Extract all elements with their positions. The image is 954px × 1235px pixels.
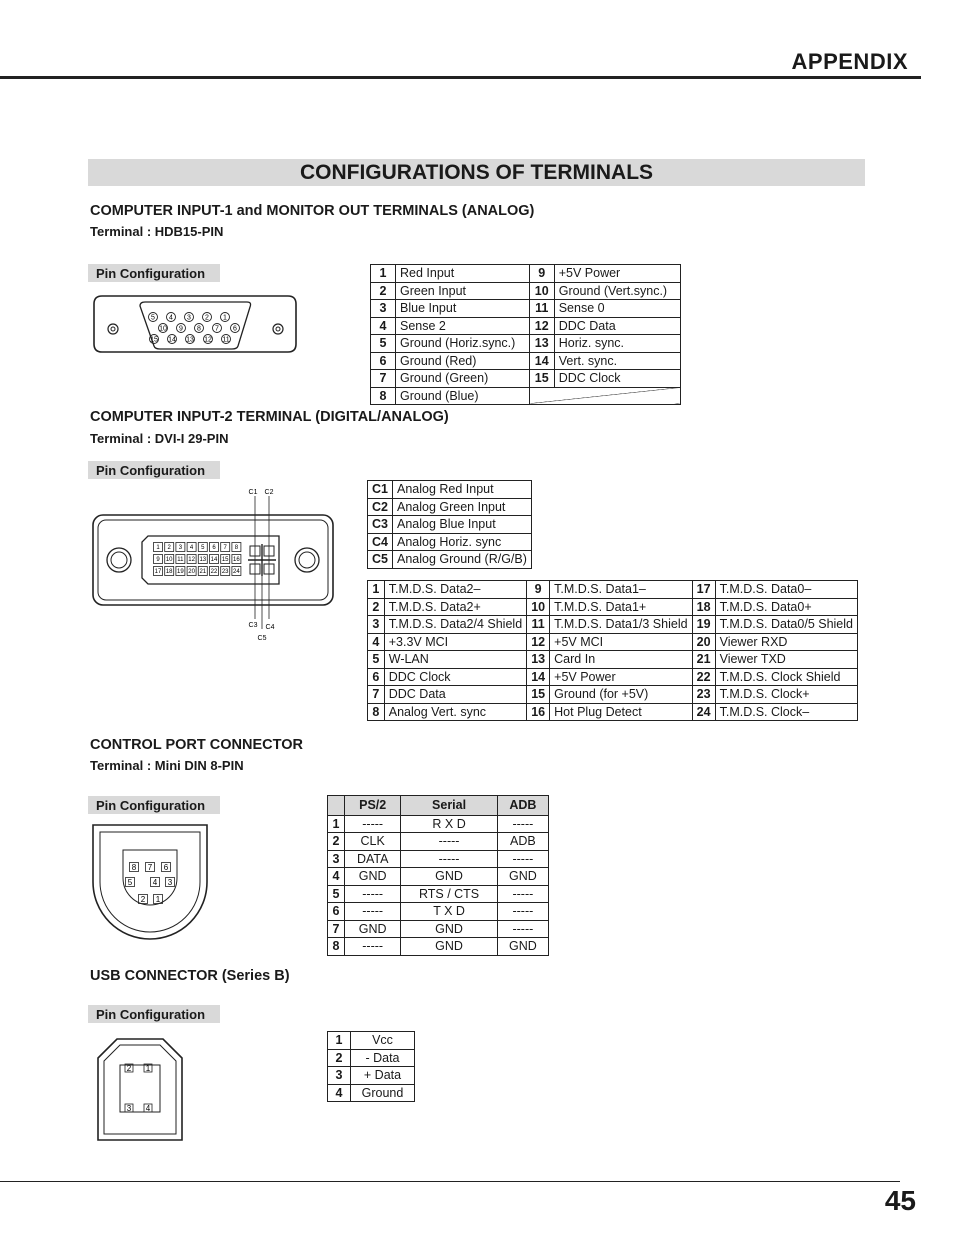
connector-pin-label: 15 bbox=[221, 557, 229, 564]
pin-number: 15 bbox=[527, 686, 550, 704]
pin-number: 2 bbox=[368, 598, 385, 616]
pin-signal: ----- bbox=[345, 815, 401, 833]
pin-signal: - Data bbox=[351, 1049, 415, 1067]
pin-number: 10 bbox=[529, 282, 554, 300]
pin-signal: T X D bbox=[401, 903, 497, 921]
pin-number: 16 bbox=[527, 703, 550, 721]
pin-signal: Ground (Horiz.sync.) bbox=[396, 335, 530, 353]
connector-pin-label: 2 bbox=[140, 894, 146, 904]
terminal-type-dvi: Terminal : DVI-I 29-PIN bbox=[90, 431, 229, 446]
connector-pin-label: 11 bbox=[222, 336, 230, 344]
pin-number: 6 bbox=[368, 668, 385, 686]
pin-number: 11 bbox=[529, 300, 554, 318]
pin-number: 22 bbox=[692, 668, 715, 686]
table-row bbox=[371, 370, 681, 388]
pin-number: 3 bbox=[368, 616, 385, 634]
pin-signal: GND bbox=[401, 938, 497, 956]
connector-pin-label: 24 bbox=[233, 569, 240, 576]
table-row bbox=[371, 352, 681, 370]
pin-number: 13 bbox=[527, 651, 550, 669]
pin-signal: DDC Data bbox=[384, 686, 526, 704]
page-title-banner: CONFIGURATIONS OF TERMINALS bbox=[88, 159, 865, 186]
section-title-control-port: CONTROL PORT CONNECTOR bbox=[90, 737, 303, 753]
table-row bbox=[328, 1032, 415, 1050]
dvi-label-c3: C3 bbox=[248, 622, 258, 629]
connector-pin-label: 5 bbox=[127, 877, 133, 887]
pin-signal: Ground (Red) bbox=[396, 352, 530, 370]
connector-pin-label: 2 bbox=[126, 1063, 132, 1073]
pin-signal: ----- bbox=[401, 833, 497, 851]
pin-signal: Ground (for +5V) bbox=[550, 686, 692, 704]
pin-number: 3 bbox=[328, 850, 345, 868]
pin-number: C1 bbox=[368, 481, 393, 499]
table-row bbox=[328, 1049, 415, 1067]
pin-number: 8 bbox=[368, 703, 385, 721]
connector-pin-label: 13 bbox=[186, 336, 194, 344]
connector-pin-label: 10 bbox=[159, 325, 167, 333]
pin-number: 14 bbox=[529, 352, 554, 370]
pin-signal: T.M.D.S. Data0– bbox=[715, 581, 857, 599]
pin-signal: Viewer RXD bbox=[715, 633, 857, 651]
table-row bbox=[368, 703, 858, 721]
pin-number: 3 bbox=[328, 1067, 351, 1085]
connector-pin-label: 3 bbox=[187, 314, 191, 322]
connector-pin-label: 8 bbox=[197, 325, 201, 333]
pin-signal: T.M.D.S. Data1+ bbox=[550, 598, 692, 616]
pin-signal: ----- bbox=[345, 903, 401, 921]
connector-pin-label: 20 bbox=[188, 569, 195, 576]
pin-number: 4 bbox=[328, 868, 345, 886]
table-row bbox=[368, 598, 858, 616]
connector-pin-label: 9 bbox=[156, 557, 160, 564]
table-row bbox=[328, 1084, 415, 1102]
connector-pin-label: 10 bbox=[165, 557, 173, 564]
pin-signal: Card In bbox=[550, 651, 692, 669]
table-row bbox=[328, 850, 549, 868]
table-row bbox=[328, 868, 549, 886]
connector-pin-label: 6 bbox=[233, 325, 237, 333]
table-row bbox=[368, 516, 532, 534]
pin-signal: +5V Power bbox=[550, 668, 692, 686]
pin-number: 11 bbox=[527, 616, 550, 634]
connector-pin-label: 15 bbox=[150, 336, 158, 344]
pin-signal: T.M.D.S. Data2/4 Shield bbox=[384, 616, 526, 634]
connector-pin-label: 7 bbox=[147, 862, 153, 872]
pin-config-label: Pin Configuration bbox=[88, 796, 220, 814]
dvi-connector-diagram bbox=[90, 484, 340, 644]
table-row bbox=[328, 1067, 415, 1085]
pin-signal: Ground (Vert.sync.) bbox=[554, 282, 680, 300]
pin-signal: R X D bbox=[401, 815, 497, 833]
pin-signal: Vert. sync. bbox=[554, 352, 680, 370]
pin-number: 7 bbox=[371, 370, 396, 388]
connector-pin-label: 18 bbox=[165, 569, 173, 576]
pin-number: C4 bbox=[368, 533, 393, 551]
table-row bbox=[371, 282, 681, 300]
table-row bbox=[371, 317, 681, 335]
table-row bbox=[368, 651, 858, 669]
dvi-label-c2: C2 bbox=[264, 489, 274, 496]
connector-pin-label: 12 bbox=[188, 557, 195, 564]
pin-signal: DDC Data bbox=[554, 317, 680, 335]
pin-number: 23 bbox=[692, 686, 715, 704]
pin-signal: ----- bbox=[401, 850, 497, 868]
pin-signal: Sense 2 bbox=[396, 317, 530, 335]
pin-config-label: Pin Configuration bbox=[88, 264, 220, 282]
pin-number: 1 bbox=[328, 1032, 351, 1050]
pin-signal: ----- bbox=[497, 850, 548, 868]
pin-number: 5 bbox=[371, 335, 396, 353]
pin-number: 7 bbox=[368, 686, 385, 704]
pin-signal: ----- bbox=[497, 885, 548, 903]
pin-signal: Ground (Green) bbox=[396, 370, 530, 388]
pin-signal: T.M.D.S. Clock– bbox=[715, 703, 857, 721]
footer-rule bbox=[0, 1181, 900, 1182]
column-header: ADB bbox=[497, 796, 548, 816]
connector-pin-label: 7 bbox=[215, 325, 219, 333]
pin-signal: Vcc bbox=[351, 1032, 415, 1050]
pin-signal: T.M.D.S. Data0/5 Shield bbox=[715, 616, 857, 634]
pin-signal: DATA bbox=[345, 850, 401, 868]
pin-number: 8 bbox=[328, 938, 345, 956]
pin-signal: Blue Input bbox=[396, 300, 530, 318]
pin-signal: DDC Clock bbox=[554, 370, 680, 388]
connector-pin-label: 3 bbox=[167, 877, 173, 887]
pin-number: 12 bbox=[529, 317, 554, 335]
usb-b-connector-diagram bbox=[95, 1036, 185, 1144]
pin-number: 13 bbox=[529, 335, 554, 353]
pin-signal: T.M.D.S. Data1– bbox=[550, 581, 692, 599]
pin-signal: Analog Blue Input bbox=[392, 516, 531, 534]
section-title-dvi: COMPUTER INPUT-2 TERMINAL (DIGITAL/ANALOG) bbox=[90, 409, 449, 425]
terminal-type-hdb15: Terminal : HDB15-PIN bbox=[90, 224, 224, 239]
connector-pin-label: 11 bbox=[177, 557, 184, 564]
pin-number: 9 bbox=[527, 581, 550, 599]
pin-number: 9 bbox=[529, 265, 554, 283]
pin-number: 3 bbox=[371, 300, 396, 318]
connector-pin-label: 1 bbox=[155, 894, 161, 904]
pin-signal: T.M.D.S. Clock+ bbox=[715, 686, 857, 704]
pin-number: 2 bbox=[328, 833, 345, 851]
hdb15-pin-table bbox=[370, 264, 681, 405]
table-row bbox=[328, 903, 549, 921]
dvi-label-c5: C5 bbox=[257, 635, 267, 642]
table-row bbox=[328, 815, 549, 833]
appendix-heading: APPENDIX bbox=[791, 49, 908, 74]
pin-signal: ADB bbox=[497, 833, 548, 851]
connector-pin-label: 14 bbox=[168, 336, 176, 344]
header-rule bbox=[0, 76, 921, 79]
connector-pin-label: 4 bbox=[189, 545, 194, 552]
table-row bbox=[368, 498, 532, 516]
dvi-digital-pin-table bbox=[367, 580, 858, 721]
column-header: Serial bbox=[401, 796, 497, 816]
mini-din-connector-diagram bbox=[90, 822, 210, 942]
pin-signal: Ground (Blue) bbox=[396, 387, 530, 405]
connector-pin-label: 19 bbox=[177, 569, 184, 576]
dvi-label-c4: C4 bbox=[265, 624, 275, 631]
connector-pin-label: 4 bbox=[152, 877, 158, 887]
pin-signal: T.M.D.S. Data2– bbox=[384, 581, 526, 599]
table-row bbox=[328, 885, 549, 903]
pin-signal: Analog Ground (R/G/B) bbox=[392, 551, 531, 569]
pin-number: 5 bbox=[328, 885, 345, 903]
connector-pin-label: 13 bbox=[199, 557, 207, 564]
connector-pin-label: 5 bbox=[201, 545, 205, 552]
pin-signal: Hot Plug Detect bbox=[550, 703, 692, 721]
connector-pin-label: 9 bbox=[179, 325, 183, 333]
pin-number: C3 bbox=[368, 516, 393, 534]
usb-pin-table bbox=[327, 1031, 415, 1102]
section-title-usb: USB CONNECTOR (Series B) bbox=[90, 968, 290, 984]
table-row bbox=[368, 551, 532, 569]
pin-signal: T.M.D.S. Data2+ bbox=[384, 598, 526, 616]
connector-pin-label: 5 bbox=[151, 314, 155, 322]
pin-signal: T.M.D.S. Clock Shield bbox=[715, 668, 857, 686]
column-header: PS/2 bbox=[345, 796, 401, 816]
table-row bbox=[328, 833, 549, 851]
pin-number: 6 bbox=[328, 903, 345, 921]
page-number: 45 bbox=[884, 1185, 916, 1216]
pin-signal: Red Input bbox=[396, 265, 530, 283]
pin-signal: Ground bbox=[351, 1084, 415, 1102]
pin-signal: +5V Power bbox=[554, 265, 680, 283]
pin-number: 1 bbox=[328, 815, 345, 833]
pin-number: 2 bbox=[371, 282, 396, 300]
pin-signal: Horiz. sync. bbox=[554, 335, 680, 353]
pin-signal: Sense 0 bbox=[554, 300, 680, 318]
pin-signal: GND bbox=[345, 920, 401, 938]
connector-pin-label: 4 bbox=[145, 1103, 151, 1113]
connector-pin-label: 12 bbox=[204, 336, 212, 344]
terminal-type-mini-din: Terminal : Mini DIN 8-PIN bbox=[90, 758, 244, 773]
table-row bbox=[371, 335, 681, 353]
dvi-label-c1: C1 bbox=[248, 489, 258, 496]
connector-pin-label: 8 bbox=[131, 862, 137, 872]
table-row bbox=[328, 920, 549, 938]
connector-pin-label: 22 bbox=[210, 569, 218, 576]
table-row bbox=[371, 265, 681, 283]
connector-pin-label: 6 bbox=[163, 862, 169, 872]
pin-number: 6 bbox=[371, 352, 396, 370]
pin-number: 21 bbox=[692, 651, 715, 669]
pin-signal: T.M.D.S. Data0+ bbox=[715, 598, 857, 616]
table-row bbox=[368, 481, 532, 499]
pin-number: 2 bbox=[328, 1049, 351, 1067]
connector-pin-label: 1 bbox=[145, 1063, 151, 1073]
table-row bbox=[368, 581, 858, 599]
connector-pin-label: 23 bbox=[221, 569, 229, 576]
pin-signal: T.M.D.S. Data1/3 Shield bbox=[550, 616, 692, 634]
pin-signal: ----- bbox=[497, 903, 548, 921]
pin-signal: Analog Horiz. sync bbox=[392, 533, 531, 551]
pin-signal: W-LAN bbox=[384, 651, 526, 669]
pin-signal: RTS / CTS bbox=[401, 885, 497, 903]
table-row bbox=[368, 686, 858, 704]
column-header bbox=[328, 796, 345, 816]
connector-pin-label: 7 bbox=[223, 545, 227, 552]
hdb15-connector-diagram bbox=[90, 292, 300, 356]
table-row bbox=[371, 387, 681, 405]
pin-number: 4 bbox=[371, 317, 396, 335]
connector-pin-label: 6 bbox=[212, 545, 216, 552]
pin-number: 18 bbox=[692, 598, 715, 616]
connector-pin-label: 3 bbox=[126, 1103, 132, 1113]
pin-config-label: Pin Configuration bbox=[88, 1005, 220, 1023]
connector-pin-label: 2 bbox=[205, 314, 209, 322]
pin-number: 4 bbox=[368, 633, 385, 651]
dvi-analog-pin-table bbox=[367, 480, 532, 569]
pin-number: 17 bbox=[692, 581, 715, 599]
pin-signal: ----- bbox=[497, 815, 548, 833]
connector-pin-label: 3 bbox=[178, 545, 183, 552]
pin-signal: Analog Green Input bbox=[392, 498, 531, 516]
table-row bbox=[328, 938, 549, 956]
pin-config-label: Pin Configuration bbox=[88, 461, 220, 479]
connector-pin-label: 4 bbox=[169, 314, 173, 322]
control-port-pin-table bbox=[327, 795, 549, 956]
pin-number: 1 bbox=[371, 265, 396, 283]
connector-pin-label: 1 bbox=[223, 314, 227, 322]
pin-number: 14 bbox=[527, 668, 550, 686]
table-row bbox=[368, 633, 858, 651]
pin-signal: Analog Vert. sync bbox=[384, 703, 526, 721]
pin-number: 4 bbox=[328, 1084, 351, 1102]
section-title-analog: COMPUTER INPUT-1 and MONITOR OUT TERMINALS (ANALOG) bbox=[90, 203, 535, 219]
pin-number: 5 bbox=[368, 651, 385, 669]
pin-signal: + Data bbox=[351, 1067, 415, 1085]
table-row bbox=[368, 533, 532, 551]
pin-signal: Analog Red Input bbox=[392, 481, 531, 499]
pin-number: 10 bbox=[527, 598, 550, 616]
connector-pin-label: 21 bbox=[199, 569, 207, 576]
pin-number: 19 bbox=[692, 616, 715, 634]
connector-pin-label: 1 bbox=[156, 545, 160, 552]
connector-pin-label: 17 bbox=[154, 569, 162, 576]
pin-number: C2 bbox=[368, 498, 393, 516]
pin-signal: ----- bbox=[345, 885, 401, 903]
connector-pin-label: 8 bbox=[234, 545, 239, 552]
connector-pin-label: 2 bbox=[167, 545, 171, 552]
pin-signal: CLK bbox=[345, 833, 401, 851]
pin-number: 7 bbox=[328, 920, 345, 938]
connector-pin-label: 16 bbox=[233, 557, 240, 564]
pin-signal: GND bbox=[401, 868, 497, 886]
pin-signal: +5V MCI bbox=[550, 633, 692, 651]
empty-cell bbox=[529, 387, 680, 405]
table-row bbox=[368, 668, 858, 686]
pin-signal: Viewer TXD bbox=[715, 651, 857, 669]
pin-number: 15 bbox=[529, 370, 554, 388]
pin-signal: ----- bbox=[497, 920, 548, 938]
pin-signal: GND bbox=[345, 868, 401, 886]
pin-signal: GND bbox=[497, 938, 548, 956]
table-row bbox=[371, 300, 681, 318]
pin-signal: GND bbox=[401, 920, 497, 938]
pin-number: C5 bbox=[368, 551, 393, 569]
pin-signal: +3.3V MCI bbox=[384, 633, 526, 651]
pin-signal: Green Input bbox=[396, 282, 530, 300]
pin-signal: ----- bbox=[345, 938, 401, 956]
pin-signal: DDC Clock bbox=[384, 668, 526, 686]
connector-pin-label: 14 bbox=[210, 557, 218, 564]
pin-number: 1 bbox=[368, 581, 385, 599]
pin-number: 24 bbox=[692, 703, 715, 721]
pin-number: 20 bbox=[692, 633, 715, 651]
pin-number: 12 bbox=[527, 633, 550, 651]
table-row bbox=[368, 616, 858, 634]
pin-number: 8 bbox=[371, 387, 396, 405]
pin-signal: GND bbox=[497, 868, 548, 886]
